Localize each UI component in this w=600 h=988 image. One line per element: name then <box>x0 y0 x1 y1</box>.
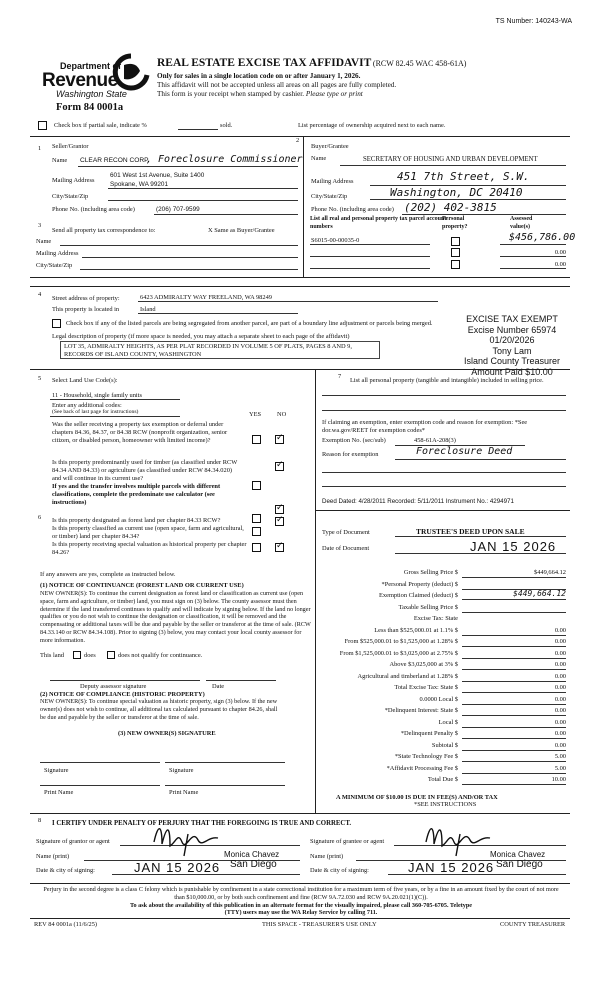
timber-question: Is this property predominantly used for timber (as classified under RCW 84.34 AND 84.33) or agriculture (as classified under RCW 84.34.020) and will continue in its current use? <box>52 459 238 482</box>
notice-compliance-body: NEW OWNER(S): To continue special valuation as historic property, sign (3) below. If the new owner(s) does not wish to continue, all additional tax calculated pursuant to chapter 84.26, shall be due and payable by the seller or transferor at the time of sale. <box>40 698 278 721</box>
land-use-code[interactable]: 11 - Household, single family units <box>52 392 142 399</box>
tax-row-label: *Delinquent Penalty $ <box>400 730 458 737</box>
partial-sale-checkbox[interactable] <box>38 121 47 130</box>
title-line-2: This affidavit will not be accepted unless all areas on all pages are fully completed. <box>157 81 397 90</box>
grantor-signature-icon[interactable] <box>148 818 228 858</box>
ts-number: TS Number: 140243-WA <box>495 18 572 25</box>
q1-yes-checkbox[interactable] <box>252 435 261 444</box>
minimum-due-note: A MINIMUM OF $10.00 IS DUE IN FEE(S) AND/OR TAX <box>336 794 498 801</box>
partial-sale-label: Check box if partial sale, indicate % <box>54 122 147 129</box>
tax-row <box>322 649 568 661</box>
seller-phone: (206) 707-9599 <box>156 206 200 213</box>
form-number: Form 84 0001a <box>56 102 124 113</box>
segregation-label: Check box if any of the listed parcels are being segregated from another parcel, are part of a boundary line adjustment or parcels being merged. <box>66 320 433 327</box>
property-county: Island <box>140 306 156 313</box>
tax-row-value[interactable]: 0.00 <box>462 742 566 751</box>
legal-description-line-1: LOT 35, ADMIRALTY HEIGHTS, AS PER PLAT RECORDED IN VOLUME 5 OF PLATS, PAGES 8 AND 9, <box>64 343 352 350</box>
form-title: REAL ESTATE EXCISE TAX AFFIDAVIT <box>157 57 372 69</box>
section-num-2: 2 <box>296 137 300 144</box>
title-line-1: Only for sales in a single location code on or after January 1, 2026. <box>157 72 361 81</box>
alternate-format-notice: To ask about the availability of this publication in an alternate format for the visually impaired, please call 360-705-6705. Teletype <box>129 902 473 909</box>
tax-row-value[interactable]: 0.00 <box>462 719 566 728</box>
correspondence-label: Send all property tax correspondence to: <box>52 227 156 234</box>
tax-row-label: Gross Selling Price $ <box>403 569 458 576</box>
form-title-block: REAL ESTATE EXCISE TAX AFFIDAVIT (RCW 82.45 WAC 458-61A) Only for sales in a single location code on or after January 1, 2026. This affidavit will not be accepted unless all areas on all pages are fully completed. This form is your receipt when stamped by cashier. Please type or print <box>157 56 487 99</box>
tax-row <box>322 706 568 718</box>
current-use-yes-checkbox[interactable] <box>252 527 261 536</box>
seller-address: 601 West 1st Avenue, Suite 1400 <box>110 172 205 179</box>
buyer-phone-handwritten: (202) 402-3815 <box>404 201 497 214</box>
grantee-date-stamp: JAN 15 2026 <box>408 860 495 875</box>
tax-row-value[interactable]: 0.00 <box>462 638 566 647</box>
tax-row-label: 0.0000 Local $ <box>419 695 458 703</box>
land-not-qualifies-checkbox[interactable] <box>107 651 115 659</box>
form-citation: (RCW 82.45 WAC 458-61A) <box>372 59 467 68</box>
personal-property-checkbox-1[interactable] <box>451 237 460 246</box>
q2-no-checkbox[interactable] <box>275 462 284 471</box>
document-date-stamp: JAN 15 2026 <box>470 539 557 554</box>
exemption-reason-handwritten: Foreclosure Deed <box>416 446 513 457</box>
forest-no-checkbox[interactable] <box>275 517 284 526</box>
grantee-signature-icon[interactable] <box>420 818 500 858</box>
section-num-7: 7 <box>338 373 342 380</box>
tax-row-label: Above $3,025,000 at 3% $ <box>389 661 458 668</box>
buyer-heading: Buyer/Grantee <box>311 143 349 150</box>
county-treasurer-label: COUNTY TREASURER <box>500 921 566 928</box>
tax-row-value[interactable] <box>462 615 566 624</box>
legal-description-box[interactable] <box>60 341 380 359</box>
forest-top-checkbox[interactable] <box>275 505 284 514</box>
tax-row <box>322 568 568 580</box>
section-num-6: 6 <box>38 514 42 521</box>
tax-row <box>322 603 568 615</box>
grantee-city: San Diego <box>496 859 543 870</box>
tax-row-label: Total Due $ <box>427 776 458 783</box>
grantee-name: Monica Chavez <box>490 850 546 859</box>
tax-row <box>322 729 568 741</box>
tax-row <box>322 718 568 730</box>
historic-yes-checkbox[interactable] <box>252 543 261 552</box>
section-num-5: 5 <box>38 375 42 382</box>
tax-row-value[interactable]: 0.00 <box>462 627 566 636</box>
tax-row-label: *Affidavit Processing Fee $ <box>386 764 458 772</box>
segregation-checkbox[interactable] <box>52 319 61 328</box>
dor-emblem-icon <box>112 53 150 93</box>
exemption-question: Was the seller receiving a property tax exemption or deferral under chapters 84.36, 84.37, or 84.38 RCW (nonprofit organization, senior citizen, or disabled person, homeowner with limited income)? <box>52 421 228 444</box>
tax-row <box>322 626 568 638</box>
section-num-8: 8 <box>38 817 42 824</box>
tax-row-label: Agricultural and timberland at 1.28% $ <box>357 672 458 680</box>
seller-name: CLEAR RECON CORP <box>80 157 149 164</box>
buyer-name: SECRETARY OF HOUSING AND URBAN DEVELOPMENT <box>363 156 538 163</box>
tax-row <box>322 752 568 764</box>
section-num-1: 1 <box>38 145 42 152</box>
tax-row <box>322 741 568 753</box>
tax-row-label: Less than $525,000.01 at 1.1% $ <box>374 626 458 634</box>
excise-exempt-stamp: EXCISE TAX EXEMPT Excise Number 65974 01/20/2026 Tony Lam Island County Treasurer Amount Paid $10.00 <box>463 314 561 377</box>
tax-row-label: Taxable Selling Price $ <box>398 603 458 611</box>
tax-row <box>322 637 568 649</box>
yes-header: YES <box>249 411 262 418</box>
legal-description-line-2: RECORDS OF ISLAND COUNTY, WASHINGTON <box>64 351 202 358</box>
tax-row-label: From $1,525,000.01 to $3,025,000 at 2.75% $ <box>339 649 458 657</box>
legal-description-label: Legal description of property (if more space is needed, you may attach a separate sheet to each page of the affidavit) <box>52 333 350 340</box>
assessed-value-1-handwritten: $456,786.00 <box>509 232 576 243</box>
grantor-name: Monica Chavez <box>224 850 280 859</box>
q1-no-checkbox[interactable] <box>275 435 284 444</box>
tax-row-label: *State Technology Fee $ <box>394 753 458 760</box>
tax-row-label: Local $ <box>438 718 458 726</box>
tax-row-label: *Personal Property (deduct) $ <box>381 580 458 588</box>
tax-row-value[interactable]: $449,664.12 <box>462 569 566 578</box>
parcel-header: List all real and personal property tax parcel account numbers <box>310 216 447 230</box>
perjury-notice: Perjury in the second degree is a class C felony which is punishable by confinement in a state correctional institution for a maximum term of five years, or by a fine in an amount fixed by the court of not more than $10,000.00, or by both such confinement and fine (RCW 9A.72.030 and RCW 9A.20.021(1)(C)). <box>43 886 559 901</box>
tax-row-label: From $525,000.01 to $1,525,000 at 1.28% $ <box>344 638 458 645</box>
exemption-instructions: If claiming an exemption, enter exemption code and reason for exemption: *See dor.wa.gov/REET for exemption codes* <box>322 419 528 434</box>
seller-name-handwritten: , Foreclosure Commissioner <box>146 154 303 165</box>
tax-row <box>322 695 568 707</box>
tax-row-value[interactable]: 0.00 <box>462 707 566 716</box>
parcel-number: S6015-00-00035-0 <box>311 237 360 244</box>
seller-heading: Seller/Grantor <box>52 143 89 150</box>
section-num-3: 3 <box>38 222 42 229</box>
tax-row-value[interactable]: 5.00 <box>462 753 566 762</box>
forest-yes-checkbox[interactable] <box>252 514 261 523</box>
seller-city: Spokane, WA 99201 <box>110 181 169 188</box>
tax-row <box>322 660 568 672</box>
notice-continuance-body: NEW OWNER(S): To continue the current designation as forest land or classification as current use (open space, farm and agriculture, or timber) land, you must sign on (3) below. The county assessor must then determine if the land transferred continues to qualify and will indicate by signing below. If the land no longer qualifies or you do not wish to continue the designation or classification, it will be removed and the compensating or additional taxes will be due and payable by the seller or transferor at the time of sale. (RCW 84.33.140 or RCW 84.34.108). Prior to signing (3) below, you may contact your local county assessor for more information. <box>40 590 311 644</box>
tax-row-value[interactable]: 5.00 <box>462 765 566 774</box>
tax-row-value[interactable]: 10.00 <box>462 776 566 785</box>
form-revision: REV 84 0001a (11/6/25) <box>34 921 98 928</box>
tax-row-value[interactable]: 0.00 <box>462 650 566 659</box>
tax-row-value[interactable]: 0.00 <box>462 730 566 739</box>
historic-no-checkbox[interactable] <box>275 543 284 552</box>
tax-row-label: Total Excise Tax: State $ <box>394 684 458 691</box>
no-header: NO <box>277 411 287 418</box>
tax-row-label: Exemption Claimed (deduct) $ <box>379 592 458 599</box>
correspondence-same-option[interactable]: X Same as Buyer/Grantee <box>208 227 275 234</box>
tax-row-label: Subtotal $ <box>431 741 458 749</box>
tax-row <box>322 614 568 626</box>
tax-row <box>322 591 568 603</box>
dor-logo: Department of Revenue Washington State <box>40 55 148 115</box>
tax-row-value[interactable]: 0.00 <box>462 696 566 705</box>
tax-row-value[interactable]: 0.00 <box>462 673 566 682</box>
property-street-address: 6423 ADMIRALTY WAY FREELAND, WA 98249 <box>140 294 272 301</box>
deed-recording-info: Deed Dated: 4/28/2011 Recorded: 5/11/2011 Instrument No.: 4294971 <box>322 498 514 505</box>
grantor-city: San Diego <box>230 859 277 870</box>
document-type: TRUSTEE'S DEED UPON SALE <box>416 527 525 536</box>
personal-property-checkbox-3[interactable] <box>451 260 460 269</box>
q2-yes-checkbox[interactable] <box>252 481 261 490</box>
buyer-address-handwritten: 451 7th Street, S.W. <box>397 170 530 183</box>
certify-statement: I CERTIFY UNDER PENALTY OF PERJURY THAT THE FOREGOING IS TRUE AND CORRECT. <box>52 820 352 827</box>
treasurer-space-label: THIS SPACE - TREASURER'S USE ONLY <box>262 921 377 928</box>
exemption-code: 458-61A-208(3) <box>414 437 456 444</box>
tax-row-value[interactable]: 0.00 <box>462 684 566 693</box>
tax-row <box>322 775 568 787</box>
tax-row-label: Excise Tax: State <box>413 615 458 622</box>
section-num-4: 4 <box>38 291 42 298</box>
grantor-date-stamp: JAN 15 2026 <box>134 860 221 875</box>
personal-property-checkbox-2[interactable] <box>451 248 460 257</box>
tax-row-label: *Delinquent Interest: State $ <box>384 707 458 714</box>
tax-row <box>322 683 568 695</box>
tax-row-value[interactable] <box>462 604 566 613</box>
ownership-note: List percentage of ownership acquired next to each name. <box>298 122 446 129</box>
tax-row-value[interactable]: $449,664.12 <box>462 589 566 600</box>
buyer-city-handwritten: Washington, DC 20410 <box>390 186 523 199</box>
land-qualifies-checkbox[interactable] <box>73 651 81 659</box>
tax-row <box>322 764 568 776</box>
tax-row-value[interactable]: 0.00 <box>462 661 566 670</box>
tax-row <box>322 672 568 684</box>
